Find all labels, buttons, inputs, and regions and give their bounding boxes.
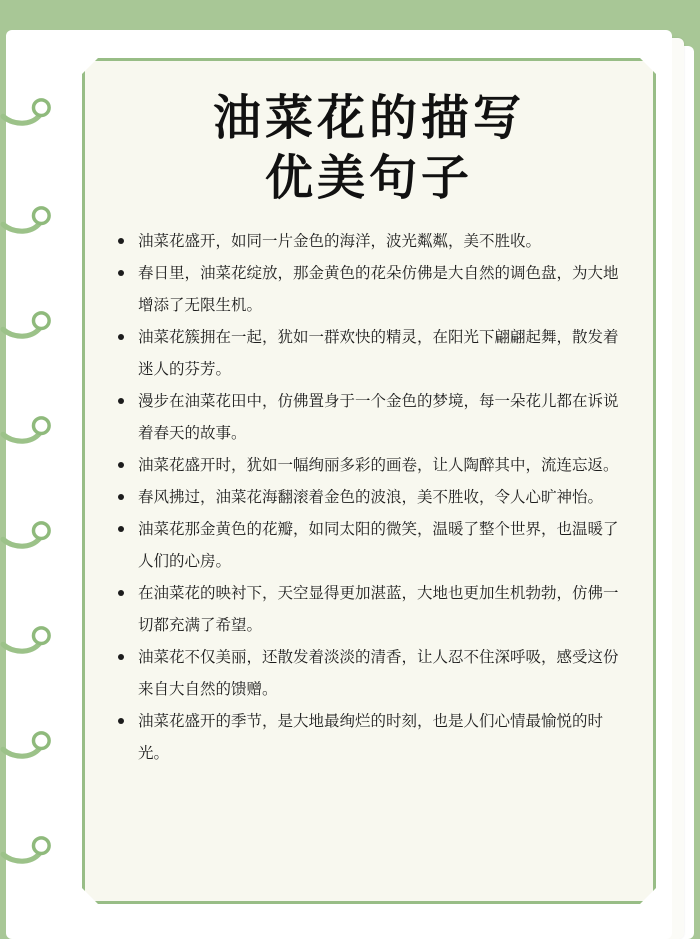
list-item xyxy=(118,513,628,577)
bullet-dot-icon xyxy=(118,238,124,244)
spiral-ring-icon xyxy=(0,620,60,660)
sentence-text: 油菜花盛开的季节，是大地最绚烂的时刻，也是人们心情最愉悦的时光。 xyxy=(138,712,604,762)
sentence-text: 春风拂过，油菜花海翻滚着金色的波浪，美不胜收，令人心旷神怡。 xyxy=(138,488,604,506)
list-item xyxy=(118,225,628,257)
sentence-text: 漫步在油菜花田中，仿佛置身于一个金色的梦境，每一朵花儿都在诉说着春天的故事。 xyxy=(138,392,619,442)
bullet-dot-icon xyxy=(118,526,124,532)
bullet-dot-icon xyxy=(118,494,124,500)
list-item xyxy=(118,577,628,641)
list-item xyxy=(118,641,628,705)
bullet-dot-icon xyxy=(118,398,124,404)
spiral-ring-icon xyxy=(0,200,60,240)
list-item xyxy=(118,321,628,385)
spiral-ring-icon xyxy=(0,725,60,765)
sentence-text: 春日里，油菜花绽放，那金黄色的花朵仿佛是大自然的调色盘，为大地增添了无限生机。 xyxy=(138,264,619,314)
sentence-text: 在油菜花的映衬下，天空显得更加湛蓝，大地也更加生机勃勃，仿佛一切都充满了希望。 xyxy=(138,584,619,634)
page-title xyxy=(85,88,653,208)
list-item xyxy=(118,481,628,513)
bullet-dot-icon xyxy=(118,654,124,660)
sentence-text: 油菜花不仅美丽，还散发着淡淡的清香，让人忍不住深呼吸，感受这份来自大自然的馈赠。 xyxy=(138,648,619,698)
bullet-dot-icon xyxy=(118,270,124,276)
bullet-dot-icon xyxy=(118,718,124,724)
spiral-ring-icon xyxy=(0,830,60,870)
sentence-text: 油菜花簇拥在一起，犹如一群欢快的精灵，在阳光下翩翩起舞，散发着迷人的芬芳。 xyxy=(138,328,619,378)
list-item xyxy=(118,257,628,321)
title-line-1: 油菜花的描写 xyxy=(212,90,525,146)
title-line-2: 优美句子 xyxy=(264,150,473,206)
spiral-ring-icon xyxy=(0,305,60,345)
spiral-ring-icon xyxy=(0,410,60,450)
sentence-text: 油菜花盛开，如同一片金色的海洋，波光粼粼，美不胜收。 xyxy=(138,232,542,250)
list-item xyxy=(118,385,628,449)
bullet-dot-icon xyxy=(118,462,124,468)
bullet-dot-icon xyxy=(118,590,124,596)
sentence-text: 油菜花盛开时，犹如一幅绚丽多彩的画卷，让人陶醉其中，流连忘返。 xyxy=(138,456,619,474)
sentence-list xyxy=(118,225,628,769)
list-item xyxy=(118,705,628,769)
spiral-ring-icon xyxy=(0,515,60,555)
sentence-text: 油菜花那金黄色的花瓣，如同太阳的微笑，温暖了整个世界，也温暖了人们的心房。 xyxy=(138,520,619,570)
spiral-ring-icon xyxy=(0,92,60,132)
bullet-dot-icon xyxy=(118,334,124,340)
list-item xyxy=(118,449,628,481)
